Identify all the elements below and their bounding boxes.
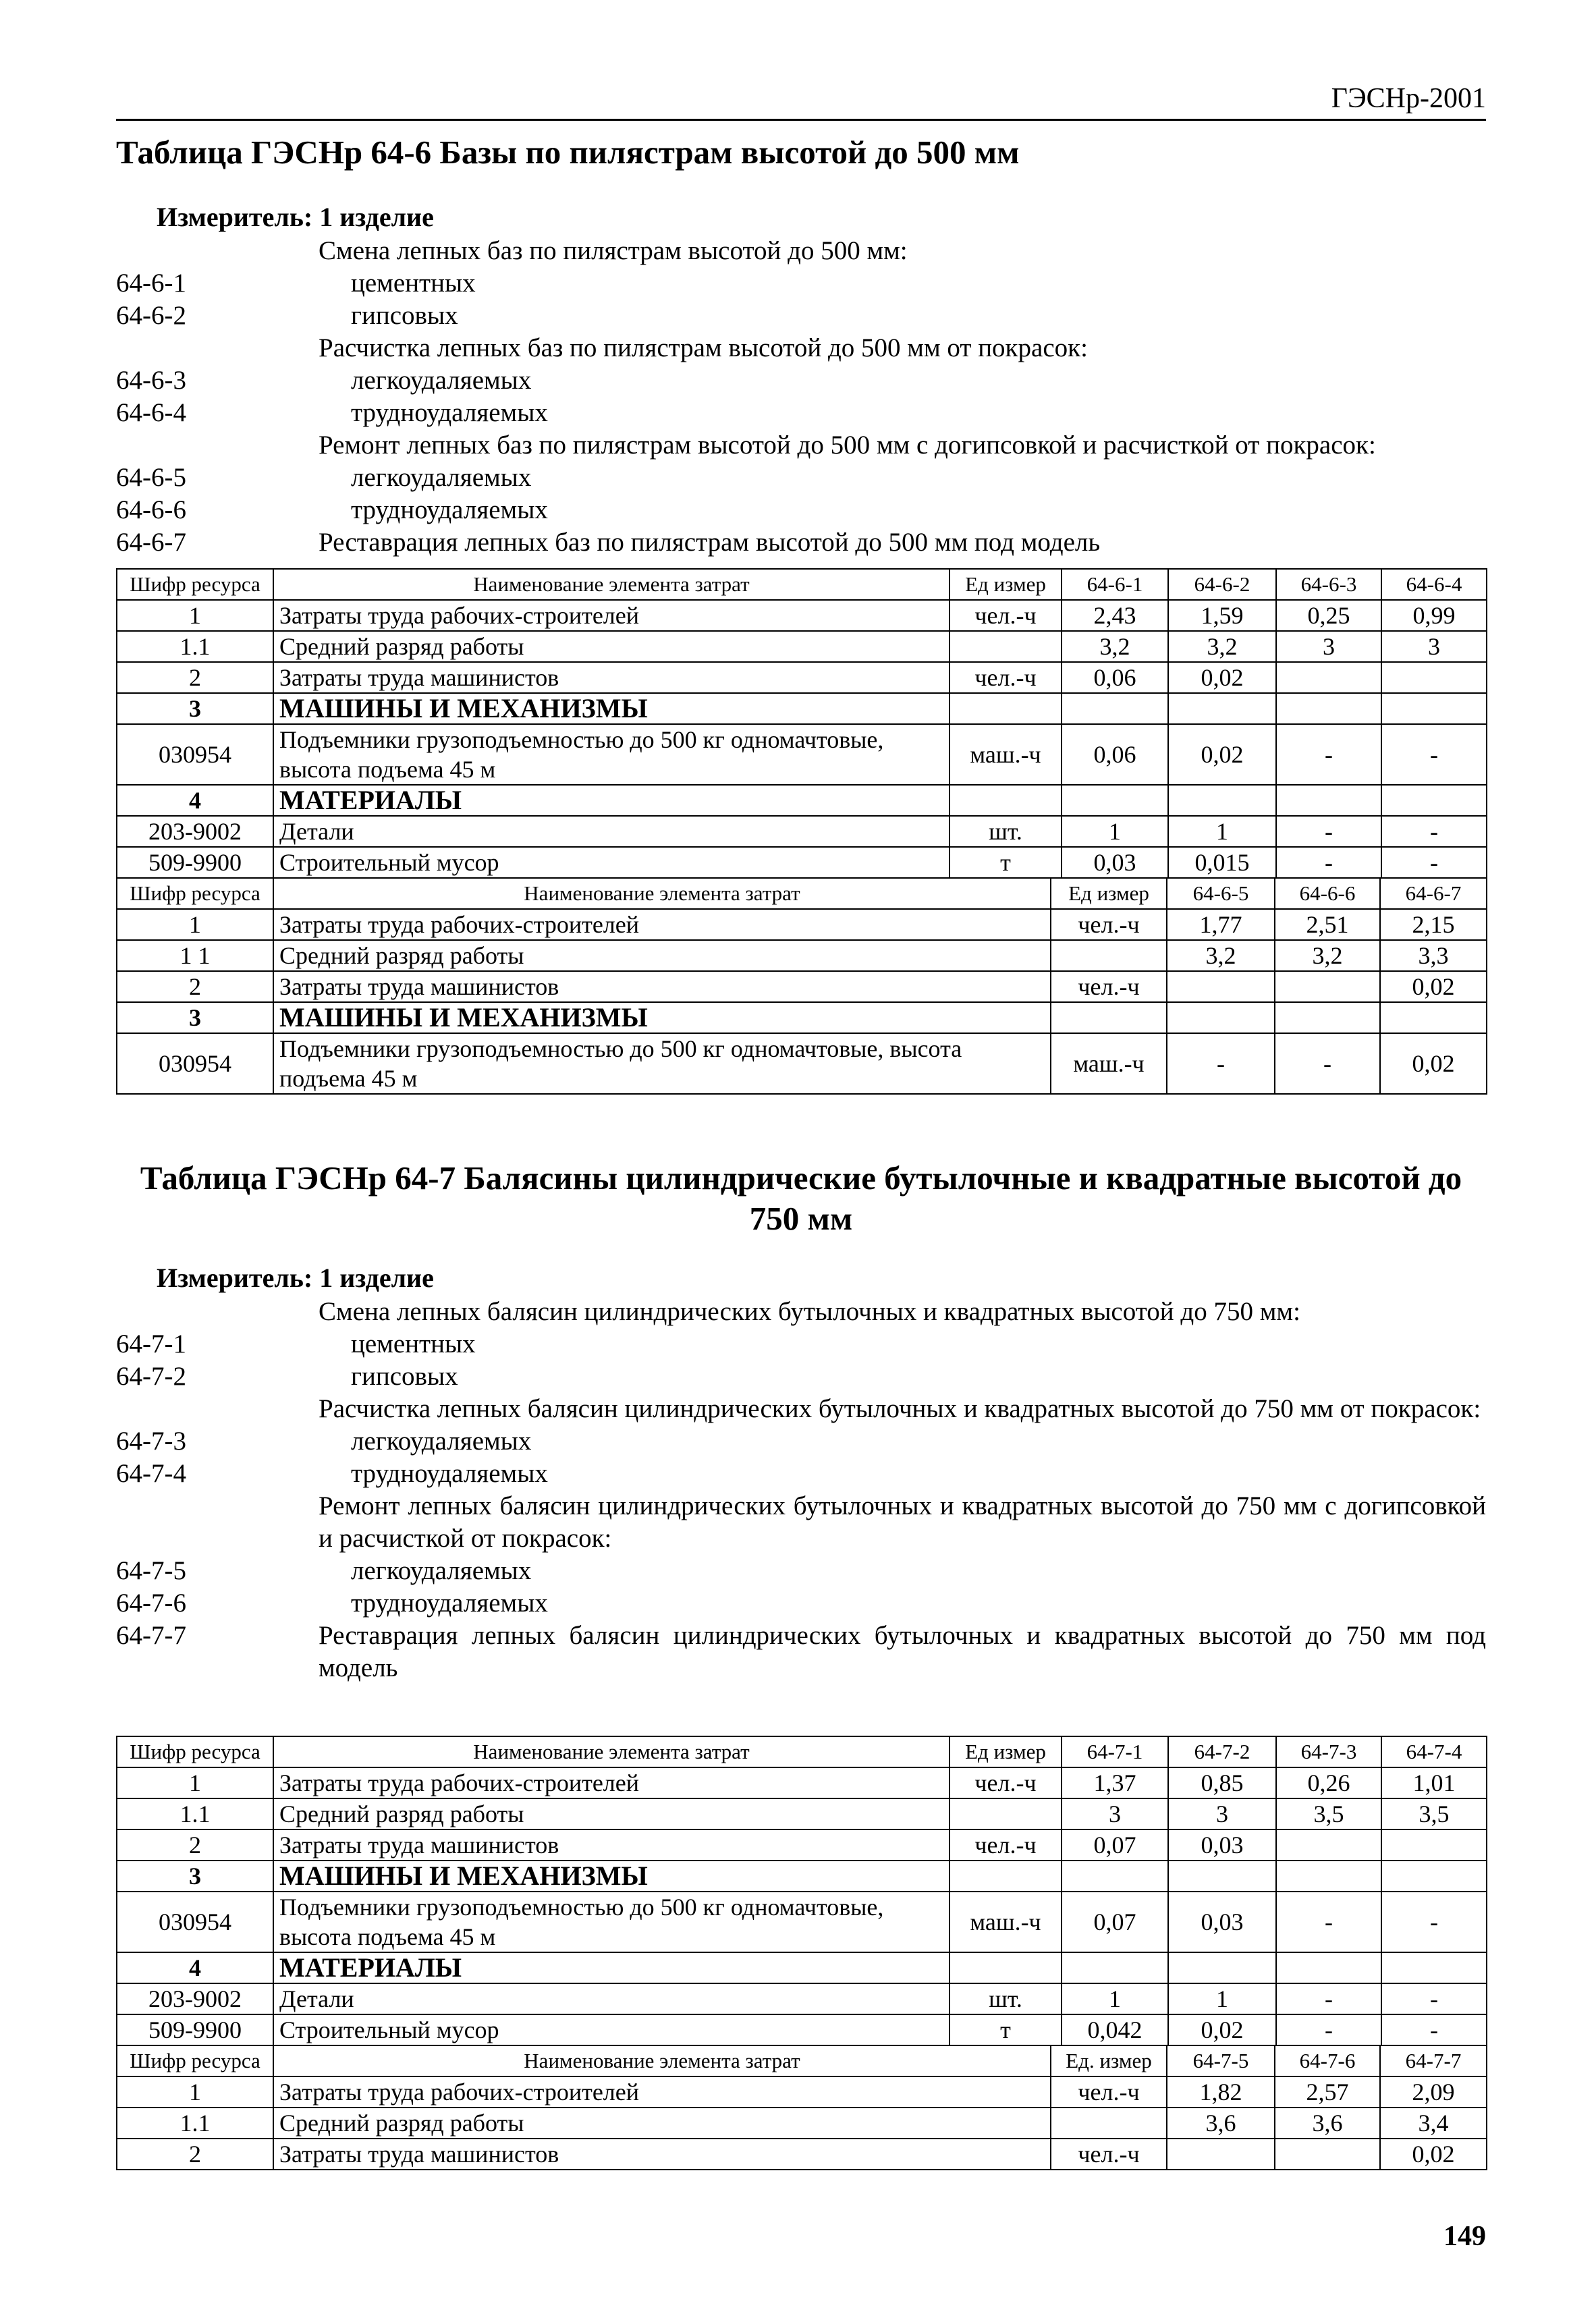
table-row bbox=[117, 2076, 1487, 2108]
unit-cell: чел.-ч bbox=[950, 1767, 1062, 1798]
value-cell bbox=[1062, 1952, 1168, 1983]
value-cell: - bbox=[1381, 1983, 1487, 2014]
column-header: Наименование элемента затрат bbox=[273, 569, 950, 600]
value-cell: 0,06 bbox=[1062, 662, 1168, 693]
column-header: 64-7-7 bbox=[1380, 2045, 1487, 2076]
table1-title: Таблица ГЭСНр 64-6 Базы по пилястрам высотой до 500 мм bbox=[116, 134, 1020, 171]
table1-items bbox=[116, 235, 1486, 559]
unit-cell: маш.-ч bbox=[950, 1892, 1062, 1952]
unit-cell bbox=[950, 693, 1062, 724]
item-text: трудноудаляемых bbox=[351, 495, 548, 524]
item-row bbox=[116, 1360, 1486, 1393]
table-row bbox=[117, 2139, 1487, 2170]
value-cell: 0,02 bbox=[1168, 662, 1276, 693]
item-row bbox=[116, 494, 1486, 526]
item-row bbox=[116, 364, 1486, 397]
table-row bbox=[117, 1829, 1487, 1861]
value-cell bbox=[1381, 1952, 1487, 1983]
unit-cell: чел.-ч bbox=[1051, 2139, 1167, 2170]
value-cell: 1,82 bbox=[1167, 2076, 1275, 2108]
resource-code-cell: 2 bbox=[117, 2139, 273, 2170]
resource-name-cell: Подъемники грузоподъемностью до 500 кг одномачтовые, высота подъема 45 м bbox=[273, 1033, 1051, 1094]
column-header: 64-6-2 bbox=[1168, 569, 1276, 600]
resource-code-cell: 1 bbox=[117, 1767, 273, 1798]
item-text: Расчистка лепных балясин цилиндрических бутылочных и квадратных высотой до 750 мм от покрасок: bbox=[319, 1394, 1481, 1423]
column-header: Наименование элемента затрат bbox=[273, 878, 1051, 909]
value-cell: - bbox=[1276, 1983, 1381, 2014]
resource-name-cell: Детали bbox=[273, 816, 950, 847]
resource-code-cell: 1 bbox=[117, 2076, 273, 2108]
table-row bbox=[117, 662, 1487, 693]
resource-name-cell: Затраты труда машинистов bbox=[273, 1829, 950, 1861]
value-cell bbox=[1380, 1002, 1487, 1033]
item-code: 64-7-2 bbox=[116, 1362, 186, 1391]
item-row bbox=[116, 462, 1486, 494]
column-header: 64-7-2 bbox=[1168, 1736, 1276, 1767]
value-cell: 3,2 bbox=[1062, 631, 1168, 662]
value-cell: 0,02 bbox=[1168, 2014, 1276, 2045]
unit-cell: чел.-ч bbox=[1051, 971, 1167, 1002]
value-cell: 0,02 bbox=[1380, 1033, 1487, 1094]
table-row bbox=[117, 693, 1487, 724]
item-text: гипсовых bbox=[351, 301, 458, 330]
value-cell bbox=[1275, 971, 1380, 1002]
table-row bbox=[117, 2108, 1487, 2139]
column-header: 64-7-4 bbox=[1381, 1736, 1487, 1767]
resource-name-cell: Средний разряд работы bbox=[273, 2108, 1051, 2139]
value-cell: 0,26 bbox=[1276, 1767, 1381, 1798]
value-cell: - bbox=[1381, 724, 1487, 785]
value-cell bbox=[1167, 971, 1275, 1002]
value-cell bbox=[1168, 1952, 1276, 1983]
value-cell bbox=[1167, 2139, 1275, 2170]
item-code: 64-6-1 bbox=[116, 269, 186, 298]
resource-code-cell: 030954 bbox=[117, 1033, 273, 1094]
item-code: 64-6-6 bbox=[116, 495, 186, 524]
column-header: 64-7-3 bbox=[1276, 1736, 1381, 1767]
resource-code-cell: 2 bbox=[117, 662, 273, 693]
value-cell: 3 bbox=[1276, 631, 1381, 662]
table-row bbox=[117, 2014, 1487, 2045]
resource-code-cell: 3 bbox=[117, 1861, 273, 1892]
table-row bbox=[117, 631, 1487, 662]
item-code: 64-7-1 bbox=[116, 1329, 186, 1358]
value-cell bbox=[1276, 1829, 1381, 1861]
column-header: 64-7-5 bbox=[1167, 2045, 1275, 2076]
column-header: Шифр ресурса bbox=[117, 1736, 273, 1767]
table-row bbox=[117, 1767, 1487, 1798]
value-cell: - bbox=[1276, 847, 1381, 878]
item-row bbox=[116, 267, 1486, 300]
item-text: цементных bbox=[351, 269, 476, 298]
value-cell bbox=[1276, 693, 1381, 724]
value-cell bbox=[1062, 785, 1168, 816]
unit-cell: т bbox=[950, 2014, 1062, 2045]
unit-cell bbox=[1051, 1002, 1167, 1033]
column-header: Ед измер bbox=[950, 569, 1062, 600]
value-cell: 3,2 bbox=[1167, 940, 1275, 971]
value-cell: 3 bbox=[1381, 631, 1487, 662]
item-text: Реставрация лепных баз по пилястрам высотой до 500 мм под модель bbox=[319, 528, 1101, 557]
column-header: 64-6-5 bbox=[1167, 878, 1275, 909]
column-header: Шифр ресурса bbox=[117, 878, 273, 909]
value-cell: 0,99 bbox=[1381, 600, 1487, 631]
item-row bbox=[116, 1328, 1486, 1360]
value-cell: - bbox=[1275, 1033, 1380, 1094]
table-row bbox=[117, 940, 1487, 971]
item-code: 64-7-4 bbox=[116, 1459, 186, 1488]
item-code: 64-6-3 bbox=[116, 366, 186, 395]
item-row bbox=[116, 526, 1486, 559]
column-header: 64-7-6 bbox=[1275, 2045, 1380, 2076]
resource-code-cell: 203-9002 bbox=[117, 816, 273, 847]
resource-name-cell: Затраты труда рабочих-строителей bbox=[273, 1767, 950, 1798]
item-text: трудноудаляемых bbox=[351, 398, 548, 427]
resource-name-cell: Затраты труда машинистов bbox=[273, 662, 950, 693]
running-header: ГЭСНр-2001 bbox=[1331, 83, 1486, 114]
item-text: легкоудаляемых bbox=[351, 1427, 532, 1456]
resource-code-cell: 030954 bbox=[117, 724, 273, 785]
page-number: 149 bbox=[1443, 2221, 1486, 2252]
resource-name-cell: Затраты труда машинистов bbox=[273, 2139, 1051, 2170]
item-text: трудноудаляемых bbox=[351, 1589, 548, 1618]
item-row bbox=[116, 300, 1486, 332]
value-cell bbox=[1062, 693, 1168, 724]
resource-code-cell: 4 bbox=[117, 1952, 273, 1983]
resource-name-cell: Затраты труда рабочих-строителей bbox=[273, 2076, 1051, 2108]
item-text: Смена лепных баз по пилястрам высотой до 500 мм: bbox=[319, 236, 908, 265]
table1-measure: Измеритель: 1 изделие bbox=[157, 202, 434, 232]
resource-name-cell: Средний разряд работы bbox=[273, 631, 950, 662]
table-row bbox=[117, 785, 1487, 816]
resource-code-cell: 509-9900 bbox=[117, 2014, 273, 2045]
value-cell: 3 bbox=[1062, 1798, 1168, 1829]
value-cell bbox=[1276, 785, 1381, 816]
resource-name-cell: МАШИНЫ И МЕХАНИЗМЫ bbox=[273, 1861, 950, 1892]
value-cell: 1 bbox=[1062, 816, 1168, 847]
resource-code-cell: 4 bbox=[117, 785, 273, 816]
value-cell: 2,57 bbox=[1275, 2076, 1380, 2108]
value-cell bbox=[1381, 785, 1487, 816]
item-code: 64-7-3 bbox=[116, 1427, 186, 1456]
header-rule bbox=[116, 119, 1486, 121]
item-row bbox=[116, 429, 1486, 462]
item-text: легкоудаляемых bbox=[351, 463, 532, 492]
resource-code-cell: 030954 bbox=[117, 1892, 273, 1952]
value-cell: 1,01 bbox=[1381, 1767, 1487, 1798]
value-cell: 3,6 bbox=[1167, 2108, 1275, 2139]
table2-measure: Измеритель: 1 изделие bbox=[157, 1263, 434, 1293]
table-row bbox=[117, 1892, 1487, 1952]
table2-title-line2: 750 мм bbox=[749, 1200, 853, 1237]
value-cell: 0,02 bbox=[1168, 724, 1276, 785]
value-cell: 0,25 bbox=[1276, 600, 1381, 631]
resource-code-cell: 3 bbox=[117, 1002, 273, 1033]
value-cell bbox=[1275, 1002, 1380, 1033]
value-cell: 2,43 bbox=[1062, 600, 1168, 631]
unit-cell bbox=[950, 1952, 1062, 1983]
value-cell: 1 bbox=[1168, 816, 1276, 847]
value-cell: 0,07 bbox=[1062, 1829, 1168, 1861]
unit-cell: чел.-ч bbox=[1051, 2076, 1167, 2108]
table-row bbox=[117, 724, 1487, 785]
item-row bbox=[116, 1620, 1486, 1684]
value-cell: 0,02 bbox=[1380, 2139, 1487, 2170]
table2-costs-a bbox=[116, 1736, 1487, 2046]
unit-cell bbox=[950, 631, 1062, 662]
item-text: Ремонт лепных балясин цилиндрических бутылочных и квадратных высотой до 750 мм с догипсовкой и расчисткой от покрасок: bbox=[319, 1491, 1486, 1553]
item-code bbox=[116, 1490, 319, 1555]
resource-name-cell: МАТЕРИАЛЫ bbox=[273, 785, 950, 816]
column-header: Ед измер bbox=[950, 1736, 1062, 1767]
value-cell: 1,37 bbox=[1062, 1767, 1168, 1798]
resource-name-cell: Строительный мусор bbox=[273, 2014, 950, 2045]
column-header: Шифр ресурса bbox=[117, 2045, 273, 2076]
table-row bbox=[117, 1033, 1487, 1094]
unit-cell bbox=[950, 1798, 1062, 1829]
unit-cell: чел.-ч bbox=[950, 662, 1062, 693]
value-cell bbox=[1062, 1861, 1168, 1892]
value-cell bbox=[1167, 1002, 1275, 1033]
table-row bbox=[117, 1952, 1487, 1983]
item-code: 64-6-7 bbox=[116, 528, 186, 557]
item-text: Смена лепных балясин цилиндрических бутылочных и квадратных высотой до 750 мм: bbox=[319, 1297, 1300, 1326]
resource-name-cell: Строительный мусор bbox=[273, 847, 950, 878]
value-cell: - bbox=[1381, 847, 1487, 878]
value-cell: 3,3 bbox=[1380, 940, 1487, 971]
table2-items bbox=[116, 1296, 1486, 1684]
unit-cell: шт. bbox=[950, 816, 1062, 847]
item-row bbox=[116, 235, 1486, 267]
item-code: 64-6-4 bbox=[116, 398, 186, 427]
value-cell: 1 bbox=[1062, 1983, 1168, 2014]
table-row bbox=[117, 816, 1487, 847]
value-cell bbox=[1381, 1861, 1487, 1892]
item-row bbox=[116, 1393, 1486, 1425]
value-cell: 3 bbox=[1168, 1798, 1276, 1829]
item-code: 64-6-5 bbox=[116, 463, 186, 492]
item-text: Расчистка лепных баз по пилястрам высотой до 500 мм от покрасок: bbox=[319, 333, 1088, 362]
item-text: цементных bbox=[351, 1329, 476, 1358]
value-cell: 3,4 bbox=[1380, 2108, 1487, 2139]
item-code bbox=[116, 1393, 319, 1425]
item-code bbox=[116, 332, 319, 364]
value-cell: - bbox=[1276, 1892, 1381, 1952]
resource-name-cell: Детали bbox=[273, 1983, 950, 2014]
value-cell: 3,2 bbox=[1168, 631, 1276, 662]
item-row bbox=[116, 1587, 1486, 1620]
resource-code-cell: 3 bbox=[117, 693, 273, 724]
resource-name-cell: Средний разряд работы bbox=[273, 1798, 950, 1829]
value-cell: 0,85 bbox=[1168, 1767, 1276, 1798]
table-row bbox=[117, 847, 1487, 878]
column-header: Ед измер bbox=[1051, 878, 1167, 909]
column-header: 64-6-6 bbox=[1275, 878, 1380, 909]
resource-name-cell: Средний разряд работы bbox=[273, 940, 1051, 971]
value-cell bbox=[1275, 2139, 1380, 2170]
column-header: 64-7-1 bbox=[1062, 1736, 1168, 1767]
unit-cell: т bbox=[950, 847, 1062, 878]
table1-costs-b bbox=[116, 877, 1487, 1095]
value-cell: 1 bbox=[1168, 1983, 1276, 2014]
value-cell: - bbox=[1167, 1033, 1275, 1094]
resource-code-cell: 1.1 bbox=[117, 2108, 273, 2139]
item-text: легкоудаляемых bbox=[351, 366, 532, 395]
item-code bbox=[116, 235, 319, 267]
value-cell: 0,07 bbox=[1062, 1892, 1168, 1952]
item-row bbox=[116, 1458, 1486, 1490]
table-row bbox=[117, 909, 1487, 940]
unit-cell: чел.-ч bbox=[1051, 909, 1167, 940]
table-row bbox=[117, 971, 1487, 1002]
value-cell: 3,5 bbox=[1276, 1798, 1381, 1829]
table-row bbox=[117, 1798, 1487, 1829]
value-cell: - bbox=[1381, 2014, 1487, 2045]
item-text: Реставрация лепных балясин цилиндрических бутылочных и квадратных высотой до 750 мм под модель bbox=[319, 1621, 1486, 1682]
value-cell: 0,03 bbox=[1168, 1829, 1276, 1861]
value-cell: 0,02 bbox=[1380, 971, 1487, 1002]
column-header: 64-6-7 bbox=[1380, 878, 1487, 909]
unit-cell: шт. bbox=[950, 1983, 1062, 2014]
resource-code-cell: 1 bbox=[117, 909, 273, 940]
value-cell bbox=[1381, 693, 1487, 724]
item-code: 64-7-7 bbox=[116, 1621, 186, 1650]
table2-costs-b bbox=[116, 2045, 1487, 2170]
resource-code-cell: 1.1 bbox=[117, 1798, 273, 1829]
column-header: 64-6-4 bbox=[1381, 569, 1487, 600]
item-text: легкоудаляемых bbox=[351, 1556, 532, 1585]
value-cell: 1,77 bbox=[1167, 909, 1275, 940]
value-cell: 0,03 bbox=[1168, 1892, 1276, 1952]
item-row bbox=[116, 1425, 1486, 1458]
column-header: Ед. измер bbox=[1051, 2045, 1167, 2076]
value-cell: - bbox=[1276, 724, 1381, 785]
value-cell: - bbox=[1276, 816, 1381, 847]
item-code: 64-7-5 bbox=[116, 1556, 186, 1585]
resource-code-cell: 509-9900 bbox=[117, 847, 273, 878]
resource-name-cell: Затраты труда рабочих-строителей bbox=[273, 600, 950, 631]
item-text: Ремонт лепных баз по пилястрам высотой до 500 мм с догипсовкой и расчисткой от покрасок: bbox=[319, 431, 1376, 460]
item-row bbox=[116, 1296, 1486, 1328]
item-code bbox=[116, 429, 319, 462]
resource-name-cell: Подъемники грузоподъемностью до 500 кг одномачтовые, высота подъема 45 м bbox=[273, 1892, 950, 1952]
unit-cell bbox=[1051, 2108, 1167, 2139]
resource-code-cell: 1.1 bbox=[117, 631, 273, 662]
resource-name-cell: МАШИНЫ И МЕХАНИЗМЫ bbox=[273, 693, 950, 724]
item-row bbox=[116, 1490, 1486, 1555]
item-text: гипсовых bbox=[351, 1362, 458, 1391]
table1-costs-a bbox=[116, 568, 1487, 879]
column-header: 64-6-3 bbox=[1276, 569, 1381, 600]
value-cell bbox=[1168, 693, 1276, 724]
value-cell bbox=[1276, 662, 1381, 693]
value-cell: 3,2 bbox=[1275, 940, 1380, 971]
value-cell: 0,06 bbox=[1062, 724, 1168, 785]
value-cell bbox=[1168, 1861, 1276, 1892]
column-header: Наименование элемента затрат bbox=[273, 2045, 1051, 2076]
unit-cell bbox=[1051, 940, 1167, 971]
value-cell bbox=[1276, 1952, 1381, 1983]
value-cell bbox=[1381, 1829, 1487, 1861]
value-cell: 0,015 bbox=[1168, 847, 1276, 878]
value-cell: 2,09 bbox=[1380, 2076, 1487, 2108]
unit-cell bbox=[950, 785, 1062, 816]
unit-cell: маш.-ч bbox=[1051, 1033, 1167, 1094]
resource-code-cell: 1 1 bbox=[117, 940, 273, 971]
item-text: трудноудаляемых bbox=[351, 1459, 548, 1488]
resource-code-cell: 2 bbox=[117, 1829, 273, 1861]
table-row bbox=[117, 600, 1487, 631]
value-cell bbox=[1168, 785, 1276, 816]
value-cell bbox=[1381, 662, 1487, 693]
table-row bbox=[117, 1983, 1487, 2014]
table-row bbox=[117, 1861, 1487, 1892]
item-row bbox=[116, 332, 1486, 364]
table-row bbox=[117, 1002, 1487, 1033]
resource-code-cell: 1 bbox=[117, 600, 273, 631]
resource-name-cell: Подъемники грузоподъемностью до 500 кг одномачтовые, высота подъема 45 м bbox=[273, 724, 950, 785]
unit-cell bbox=[950, 1861, 1062, 1892]
resource-code-cell: 203-9002 bbox=[117, 1983, 273, 2014]
value-cell: 0,042 bbox=[1062, 2014, 1168, 2045]
column-header: Шифр ресурса bbox=[117, 569, 273, 600]
value-cell: 3,6 bbox=[1275, 2108, 1380, 2139]
item-code bbox=[116, 1296, 319, 1328]
item-code: 64-6-2 bbox=[116, 301, 186, 330]
item-code: 64-7-6 bbox=[116, 1589, 186, 1618]
value-cell: 3,5 bbox=[1381, 1798, 1487, 1829]
resource-name-cell: Затраты труда рабочих-строителей bbox=[273, 909, 1051, 940]
resource-name-cell: Затраты труда машинистов bbox=[273, 971, 1051, 1002]
unit-cell: маш.-ч bbox=[950, 724, 1062, 785]
resource-code-cell: 2 bbox=[117, 971, 273, 1002]
resource-name-cell: МАШИНЫ И МЕХАНИЗМЫ bbox=[273, 1002, 1051, 1033]
unit-cell: чел.-ч bbox=[950, 600, 1062, 631]
value-cell bbox=[1276, 1861, 1381, 1892]
value-cell: 2,15 bbox=[1380, 909, 1487, 940]
value-cell: 2,51 bbox=[1275, 909, 1380, 940]
item-row bbox=[116, 397, 1486, 429]
table2-title bbox=[116, 1158, 1486, 1239]
value-cell: 1,59 bbox=[1168, 600, 1276, 631]
value-cell: - bbox=[1276, 2014, 1381, 2045]
resource-name-cell: МАТЕРИАЛЫ bbox=[273, 1952, 950, 1983]
value-cell: - bbox=[1381, 1892, 1487, 1952]
table2-title-line1: Таблица ГЭСНр 64-7 Балясины цилиндрические бутылочные и квадратные высотой до bbox=[140, 1159, 1462, 1196]
item-row bbox=[116, 1555, 1486, 1587]
value-cell: - bbox=[1381, 816, 1487, 847]
column-header: Наименование элемента затрат bbox=[273, 1736, 950, 1767]
column-header: 64-6-1 bbox=[1062, 569, 1168, 600]
value-cell: 0,03 bbox=[1062, 847, 1168, 878]
unit-cell: чел.-ч bbox=[950, 1829, 1062, 1861]
